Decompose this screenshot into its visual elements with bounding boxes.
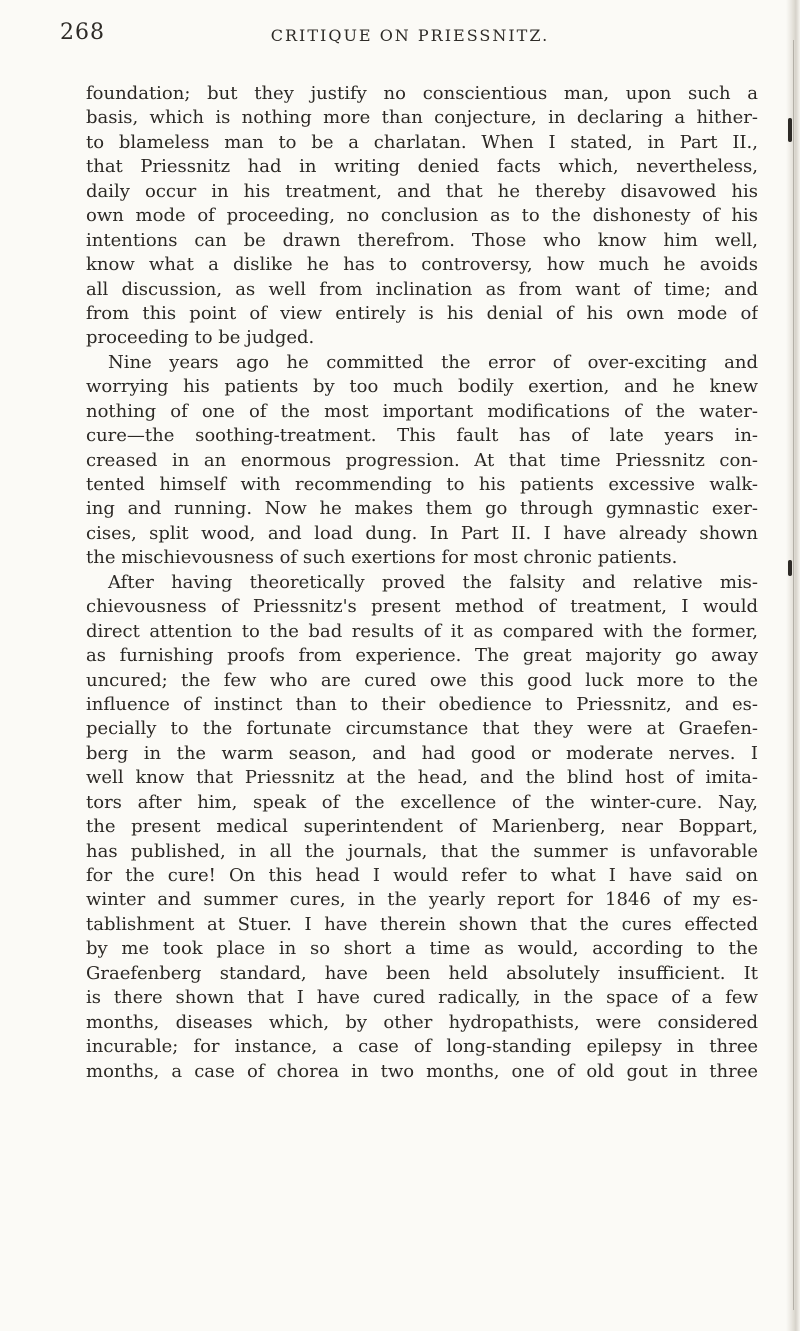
text-line: Graefenberg standard, have been held absolutely insufficient. It [86, 962, 758, 984]
text-line: daily occur in his treatment, and that he thereby disavowed his [86, 180, 758, 202]
text-line: tented himself with recommending to his patients excessive walk- [86, 474, 758, 495]
margin-mark [788, 560, 792, 576]
paragraph-3 [86, 571, 758, 1084]
text-line: nothing of one of the most important modifications of the water- [86, 400, 758, 422]
body-text [86, 82, 758, 1084]
text-line: all discussion, as well from inclination as from want of time; and [86, 278, 758, 300]
text-line: is there shown that I have cured radically, in the space of a few [86, 987, 758, 1009]
page-fold-line [793, 40, 794, 1310]
text-line: ing and running. Now he makes them go through gymnastic exer- [86, 498, 758, 520]
text-line: the mischievousness of such exertions for most chronic patients. [86, 547, 678, 569]
page-scan-edge [786, 0, 800, 1331]
text-line: tors after him, speak of the excellence of the winter-cure. Nay, [86, 791, 758, 813]
text-line: intentions can be drawn therefrom. Those who know him well, [86, 229, 758, 251]
text-line: berg in the warm season, and had good or moderate nerves. I [86, 742, 758, 764]
margin-mark [788, 118, 792, 142]
text-line: months, diseases which, by other hydropathists, were considered [86, 1011, 758, 1033]
text-line: After having theoretically proved the falsity and relative mis- [108, 571, 758, 593]
text-line: uncured; the few who are cured owe this good luck more to the [86, 669, 758, 691]
text-line: chievousness of Priessnitz's present method of treatment, I would [86, 596, 758, 618]
text-line: creased in an enormous progression. At that time Priessnitz con- [86, 449, 758, 471]
text-line: tablishment at Stuer. I have therein shown that the cures effected [86, 913, 758, 935]
text-line: by me took place in so short a time as would, according to the [86, 938, 758, 960]
text-line: cises, split wood, and load dung. In Part II. I have already shown [86, 522, 758, 544]
text-line: for the cure! On this head I would refer to what I have said on [86, 865, 758, 886]
text-line: proceeding to be judged. [86, 327, 315, 349]
paragraph-1 [86, 82, 758, 351]
text-line: foundation; but they justify no conscientious man, upon such a [86, 83, 758, 104]
text-line: to blameless man to be a charlatan. When I stated, in Part II., [86, 131, 758, 153]
text-line: the present medical superintendent of Marienberg, near Boppart, [86, 816, 758, 838]
text-line: incurable; for instance, a case of long-standing epilepsy in three [86, 1036, 758, 1058]
text-line: know what a dislike he has to controversy, how much he avoids [86, 254, 758, 276]
text-line: winter and summer cures, in the yearly report for 1846 of my es- [86, 889, 758, 911]
text-line: worrying his patients by too much bodily exertion, and he knew [86, 376, 758, 398]
text-line: pecially to the fortunate circumstance that they were at Graefen- [86, 718, 758, 740]
text-line: direct attention to the bad results of it as compared with the former, [86, 620, 758, 642]
text-line: Nine years ago he committed the error of over-exciting and [108, 351, 758, 373]
text-line: has published, in all the journals, that the summer is unfavorable [86, 840, 758, 862]
text-line: from this point of view entirely is his denial of his own mode of [86, 302, 758, 324]
page-number: 268 [60, 20, 105, 45]
paragraph-2 [86, 351, 758, 571]
text-line: months, a case of chorea in two months, one of old gout in three [86, 1060, 758, 1082]
text-line: that Priessnitz had in writing denied facts which, nevertheless, [86, 156, 758, 178]
text-line: cure—the soothing-treatment. This fault has of late years in- [86, 425, 758, 447]
text-line: basis, which is nothing more than conjecture, in declaring a hither- [86, 107, 758, 129]
running-head: CRITIQUE ON PRIESSNITZ. [270, 26, 550, 45]
text-line: well know that Priessnitz at the head, and the blind host of imita- [86, 767, 758, 789]
text-line: as furnishing proofs from experience. The great majority go away [86, 645, 758, 667]
text-line: influence of instinct than to their obedience to Priessnitz, and es- [86, 693, 758, 715]
page-header [60, 12, 760, 48]
text-line: own mode of proceeding, no conclusion as to the dishonesty of his [86, 205, 758, 227]
